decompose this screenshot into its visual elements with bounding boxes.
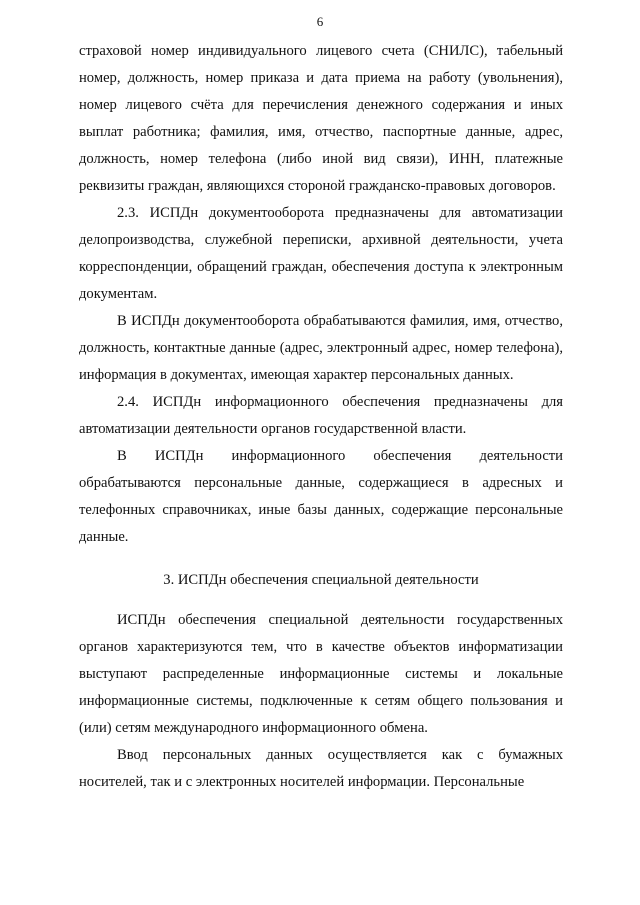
document-body [79, 38, 563, 796]
section-heading: 3. ИСПДн обеспечения специальной деятельности [163, 572, 479, 588]
paragraph-document-flow-data: В ИСПДн документооборота обрабатываются фамилия, имя, отчество, должность, контактные данные (адрес, электронный адрес, номер телефона), информация в документах, имеющая характер персональных данных. [79, 313, 563, 383]
paragraph-data-input: Ввод персональных данных осуществляется как с бумажных носителей, так и с электронных носителей информации. Персональные [79, 747, 563, 790]
paragraph-2-4: 2.4. ИСПДн информационного обеспечения предназначены для автоматизации деятельности органов государственной власти. [79, 394, 563, 437]
paragraph-2-3: 2.3. ИСПДн документооборота предназначены для автоматизации делопроизводства, служебной переписки, архивной деятельности, учета корреспонденции, обращений граждан, обеспечения доступа к электронным документам. [79, 205, 563, 302]
paragraph-special-activity: ИСПДн обеспечения специальной деятельности государственных органов характеризуются тем, что в качестве объектов информатизации выступают распределенные информационные системы и локальные информационные системы, подключенные к сетям общего пользования и (или) сетям международного информационного обмена. [79, 612, 563, 736]
paragraph-info-support-data: В ИСПДн информационного обеспечения деятельности обрабатываются персональные данные, содержащиеся в адресных и телефонных справочниках, иные базы данных, содержащие персональные данные. [79, 448, 563, 545]
page-number: 6 [316, 14, 324, 29]
paragraph-continuation: страховой номер индивидуального лицевого счета (СНИЛС), табельный номер, должность, номер приказа и дата приема на работу (увольнения), номер лицевого счёта для перечисления денежного содержания и иных выплат работника; фамилия, имя, отчество, паспортные данные, адрес, должность, номер телефона (либо иной вид связи), ИНН, платежные реквизиты граждан, являющихся стороной гражданско-правовых договоров. [79, 43, 563, 194]
